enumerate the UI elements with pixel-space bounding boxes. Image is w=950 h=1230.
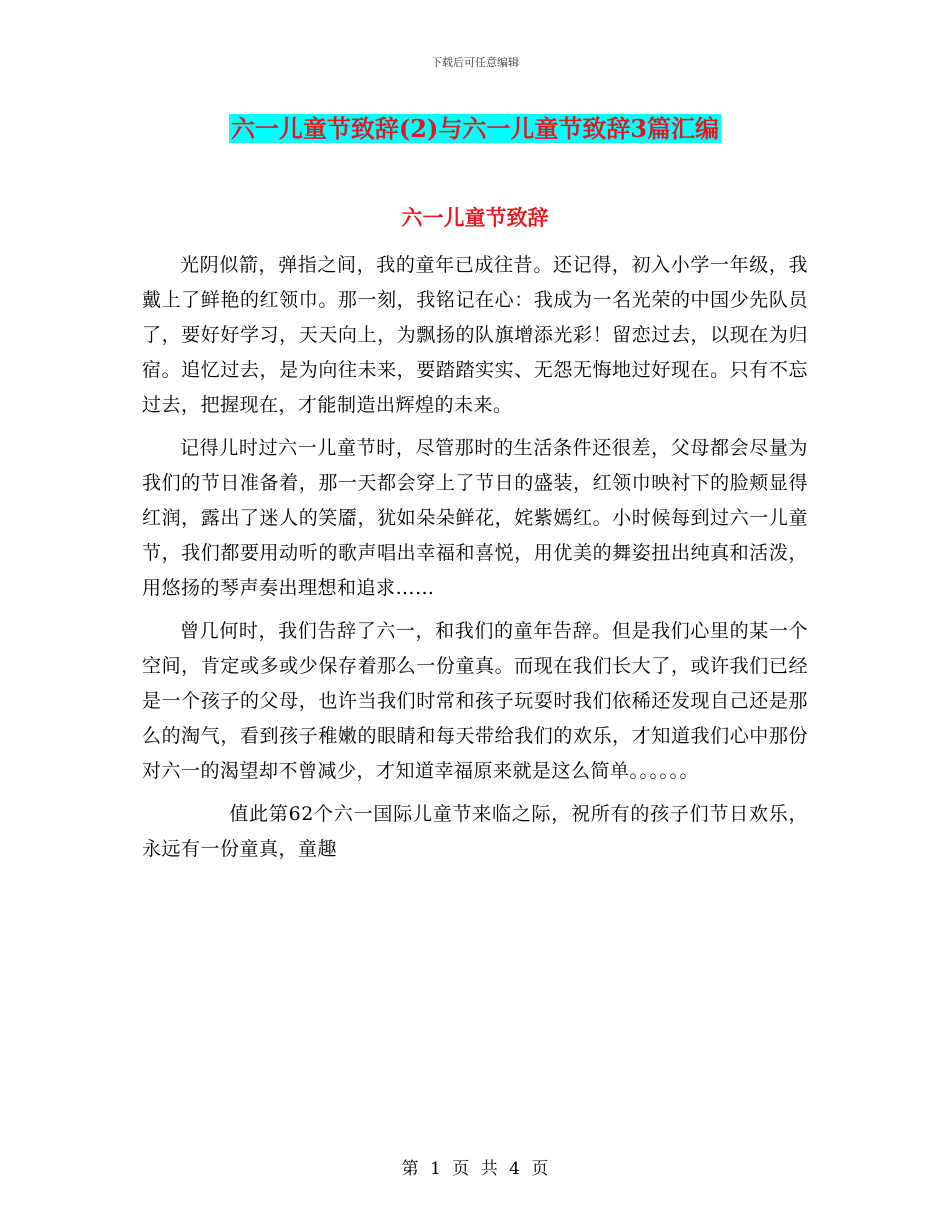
paragraph-2: 记得儿时过六一儿童节时，尽管那时的生活条件还很差，父母都会尽量为我们的节日准备着，那一天都会穿上了节日的盛装，红领巾映衬下的脸颊显得红润，露出了迷人的笑靥，犹如朵朵鲜花，姹紫嫣红。小时候每到过六一儿童节，我们都要用动听的歌声唱出幸福和喜悦，用优美的舞姿扭出纯真和活泼，用悠扬的琴声奏出理想和追求…… [142, 437, 808, 599]
page-footer: 第 1 页 共 4 页 [401, 1159, 549, 1179]
document-title-text: 六一儿童节致辞(2)与六一儿童节致辞3篇汇编 [230, 114, 720, 143]
header-note: 下载后可任意编辑 [431, 56, 519, 69]
document-body [142, 248, 808, 867]
document-title [0, 112, 950, 146]
paragraph-3: 曾几何时，我们告辞了六一，和我们的童年告辞。但是我们心里的某一个空间，肯定或多或少保存着那么一份童真。而现在我们长大了，或许我们已经是一个孩子的父母，也许当我们时常和孩子玩耍时我们依稀还发现自己还是那么的淘气，看到孩子稚嫩的眼睛和每天带给我们的欢乐，才知道我们心中那份对六一的渴望却不曾减少，才知道幸福原来就是这么简单。。。。。。 [142, 620, 808, 782]
section-title: 六一儿童节致辞 [401, 205, 549, 230]
paragraph-1: 光阴似箭，弹指之间，我的童年已成往昔。还记得，初入小学一年级，我戴上了鲜艳的红领巾。那一刻，我铭记在心：我成为一名光荣的中国少先队员了，要好好学习，天天向上，为飘扬的队旗增添光彩！留恋过去，以现在为归宿。追忆过去，是为向往未来，要踏踏实实、无怨无悔地过好现在。只有不忘过去，把握现在，才能制造出辉煌的未来。 [142, 254, 808, 416]
paragraph-4: 值此第62个六一国际儿童节来临之际，祝所有的孩子们节日欢乐，永远有一份童真，童趣 [142, 803, 808, 860]
